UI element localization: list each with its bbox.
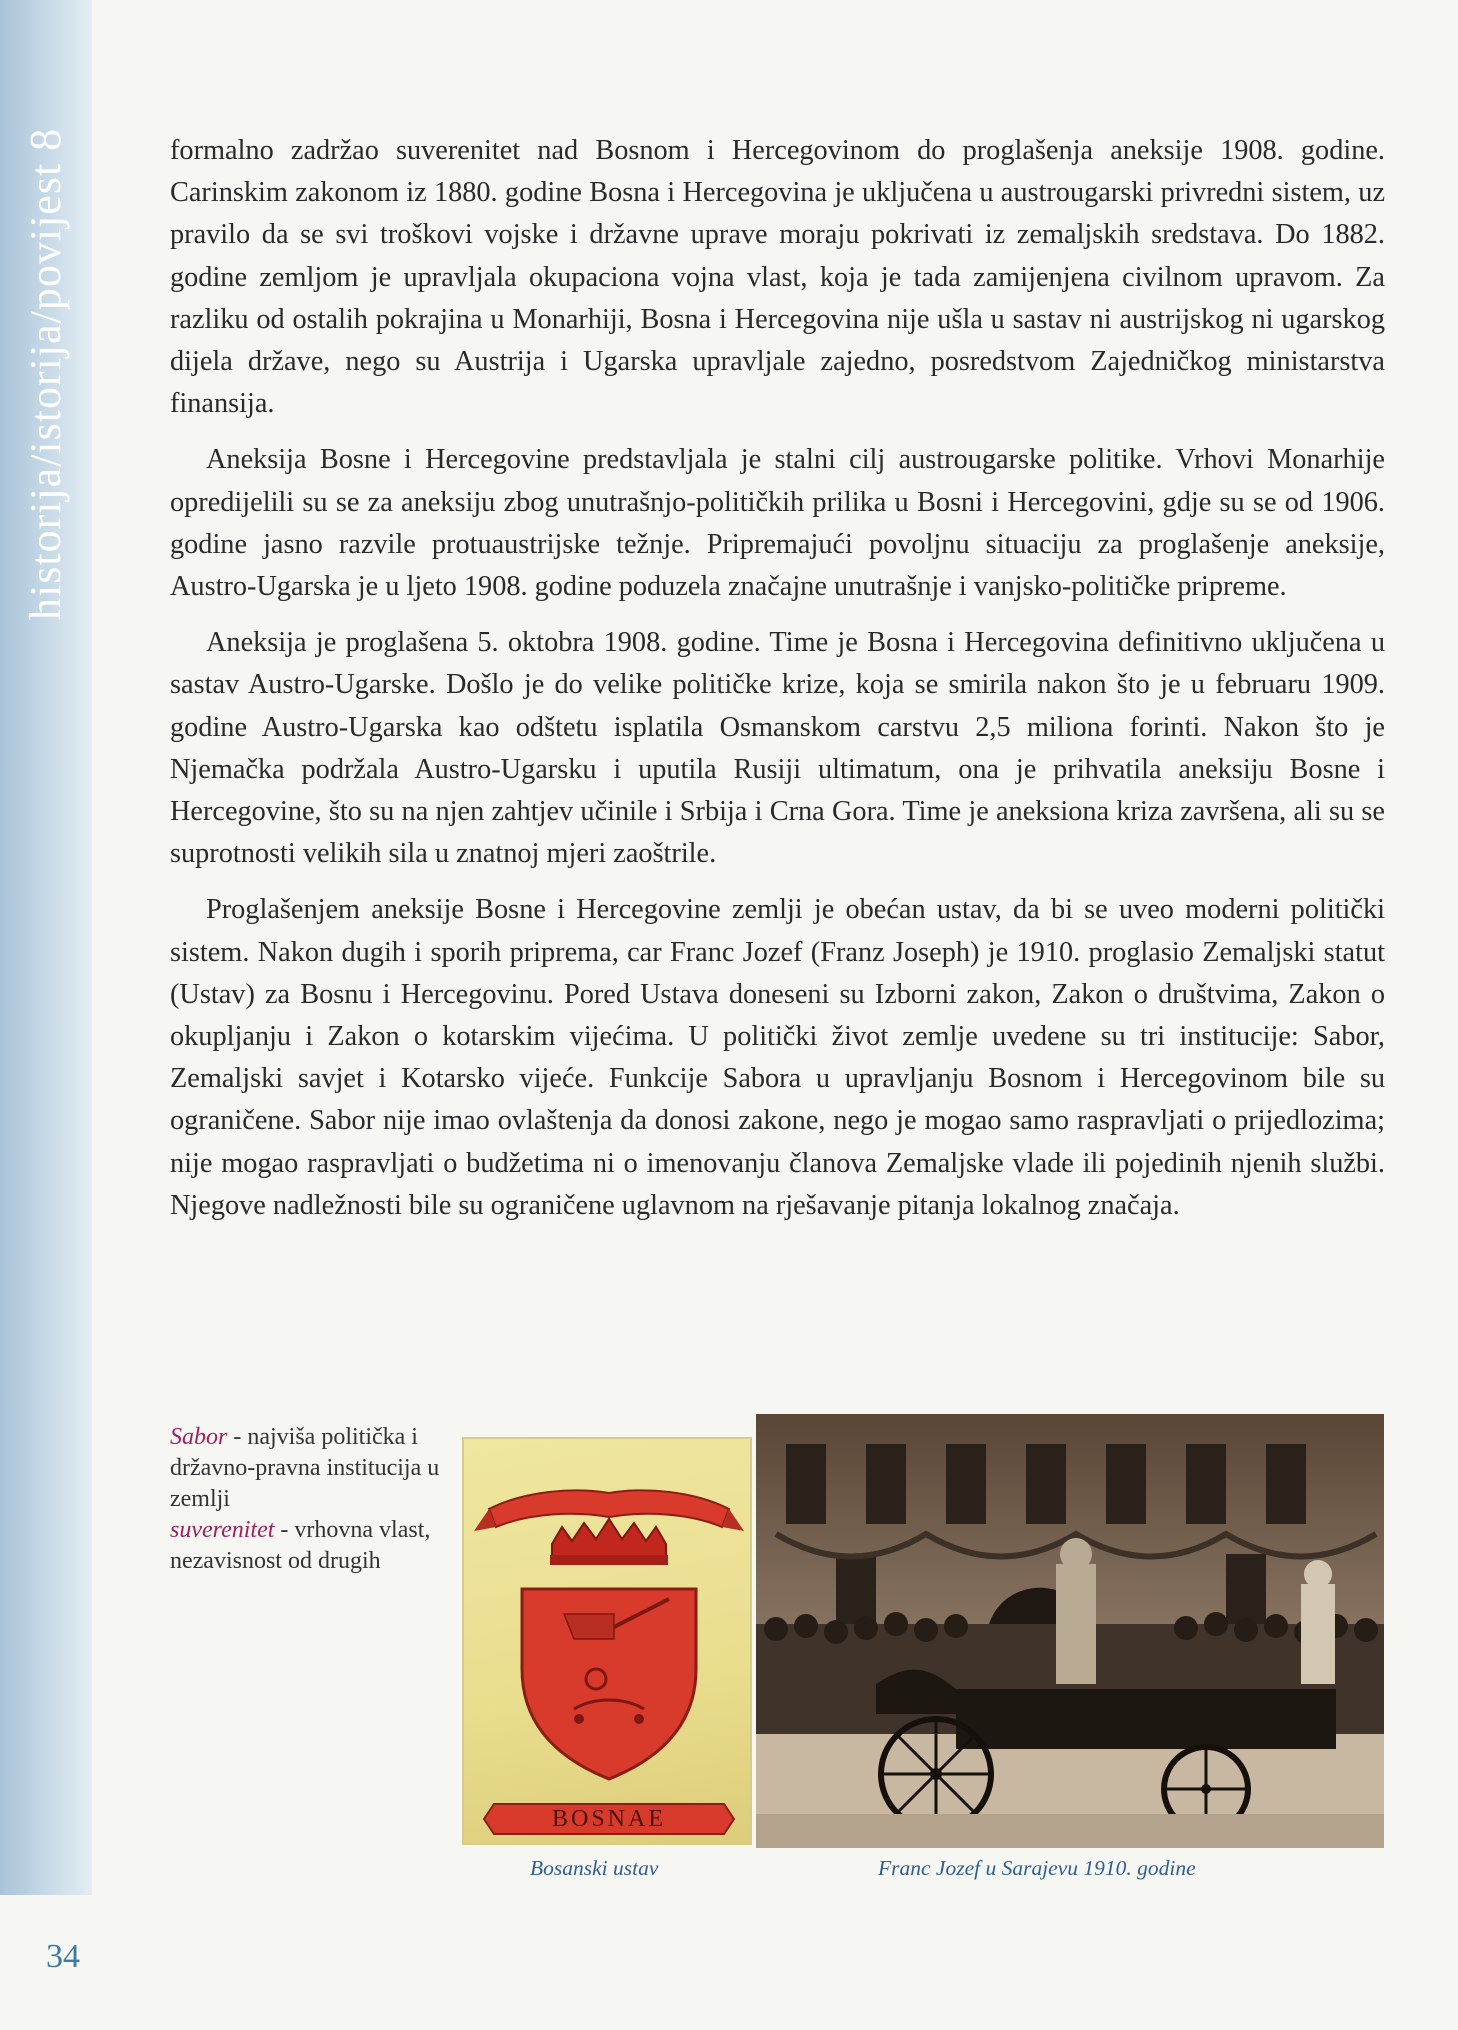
glossary-definition: - vrhovna vlast, nezavisnost od drugih [170,1517,431,1574]
caption-franz-joseph: Franc Jozef u Sarajevu 1910. godine [878,1856,1196,1880]
franz-joseph-photo [756,1414,1384,1848]
glossary-box [170,1422,460,1577]
paragraph-4: Proglašenjem aneksije Bosne i Hercegovine zemlji je obećan ustav, da bi se uveo moderni politički sistem. Nakon dugih i sporih priprema, car Franc Jozef (Franz Joseph) je 1910. proglasio Zemaljski statut (Ustav) za Bosnu i Hercegovinu. Pored Ustava doneseni su Izborni zakon, Zakon o društvima, Zakon o okupljanju i Zakon o kotarskim vijećima. U politički život zemlje uvedene su tri institucije: Sabor, Zemaljski savjet i Kotarsko vijeće. Funkcije Sabora u upravljanju Bosnom i Hercegovinom bile su ograničene. Sabor nije imao ovlaštenja da donosi zakone, nego je mogao samo raspravljati o prijedlozima; nije mogao raspravljati o budžetima ni o imenovanju članova Zemaljske vlade ili pojedinih njenih službi. Njegove nadležnosti bile su ograničene uglavnom na rješavanje pitanja lokalnog značaja. [170,894,1385,1221]
paragraph-3: Aneksija je proglašena 5. oktobra 1908. godine. Time je Bosna i Hercegovina definitivno uključena u sastav Austro-Ugarske. Došlo je do velike političke krize, koja se smirila nakon što je u februaru 1909. godine Austro-Ugarska kao odštetu isplatila Osmanskom carstvu 2,5 miliona forinti. Nakon što je Njemačka podržala Austro-Ugarsku i uputila Rusiji ultimatum, ona je prihvatila aneksiju Bosne i Hercegovine, što su na njen zahtjev učinile i Srbija i Crna Gora. Time je aneksiona kriza završena, ali su se suprotnosti velikih sila u znatnoj mjeri zaoštrile. [170,627,1385,870]
glossary-definition: - najviša politička i državno-pravna institucija u zemlji [170,1424,440,1512]
glossary-entry-suverenitet [170,1515,460,1577]
carriage-scene-illustration [756,1414,1384,1848]
glossary-term: suverenitet [170,1517,275,1543]
paragraph-2: Aneksija Bosne i Hercegovine predstavljala je stalni cilj austrougarske politike. Vrhovi Monarhije opredijelili su se za aneksiju zbog unutrašnjo-političkih prilika u Bosni i Hercegovini, gdje su se od 1906. godine jasno razvile protuaustrijske težnje. Pripremajući povoljnu situaciju za proglašenje aneksije, Austro-Ugarska je u ljeto 1908. godine poduzela značajne unutrašnje i vanjsko-političke pripreme. [170,444,1385,603]
paragraph-1: formalno zadržao suverenitet nad Bosnom i Hercegovinom do proglašenja aneksije 1908. godine. Carinskim zakonom iz 1880. godine Bosna i Hercegovina je uključena u austrougarski privredni sistem, uz pravilo da se svi troškovi vojske i državne uprave moraju pokrivati iz zemaljskih sredstava. Do 1882. godine zemljom je upravljala okupaciona vojna vlast, koja je tada zamijenjena civilnom upravom. Za razliku od ostalih pokrajina u Monarhiji, Bosna i Hercegovina nije ušla u sastav ni austrijskog ni ugarskog dijela države, nego su Austrija i Ugarska upravljale zajedno, posredstvom Zajedničkog ministarstva finansija. [170,135,1385,420]
page-number: 34 [46,1938,80,1975]
coat-of-arms-illustration [464,1439,754,1847]
glossary-entry-sabor [170,1422,460,1515]
main-text [170,130,1385,1241]
glossary-term: Sabor [170,1424,228,1450]
bosnian-constitution-image [462,1437,752,1845]
bosnae-banner-text: BOSNAE [551,1806,666,1832]
caption-bosnian-constitution: Bosanski ustav [530,1856,659,1880]
subject-label: historija/istorija/povijest 8 [21,127,70,620]
side-strip [0,0,92,1895]
